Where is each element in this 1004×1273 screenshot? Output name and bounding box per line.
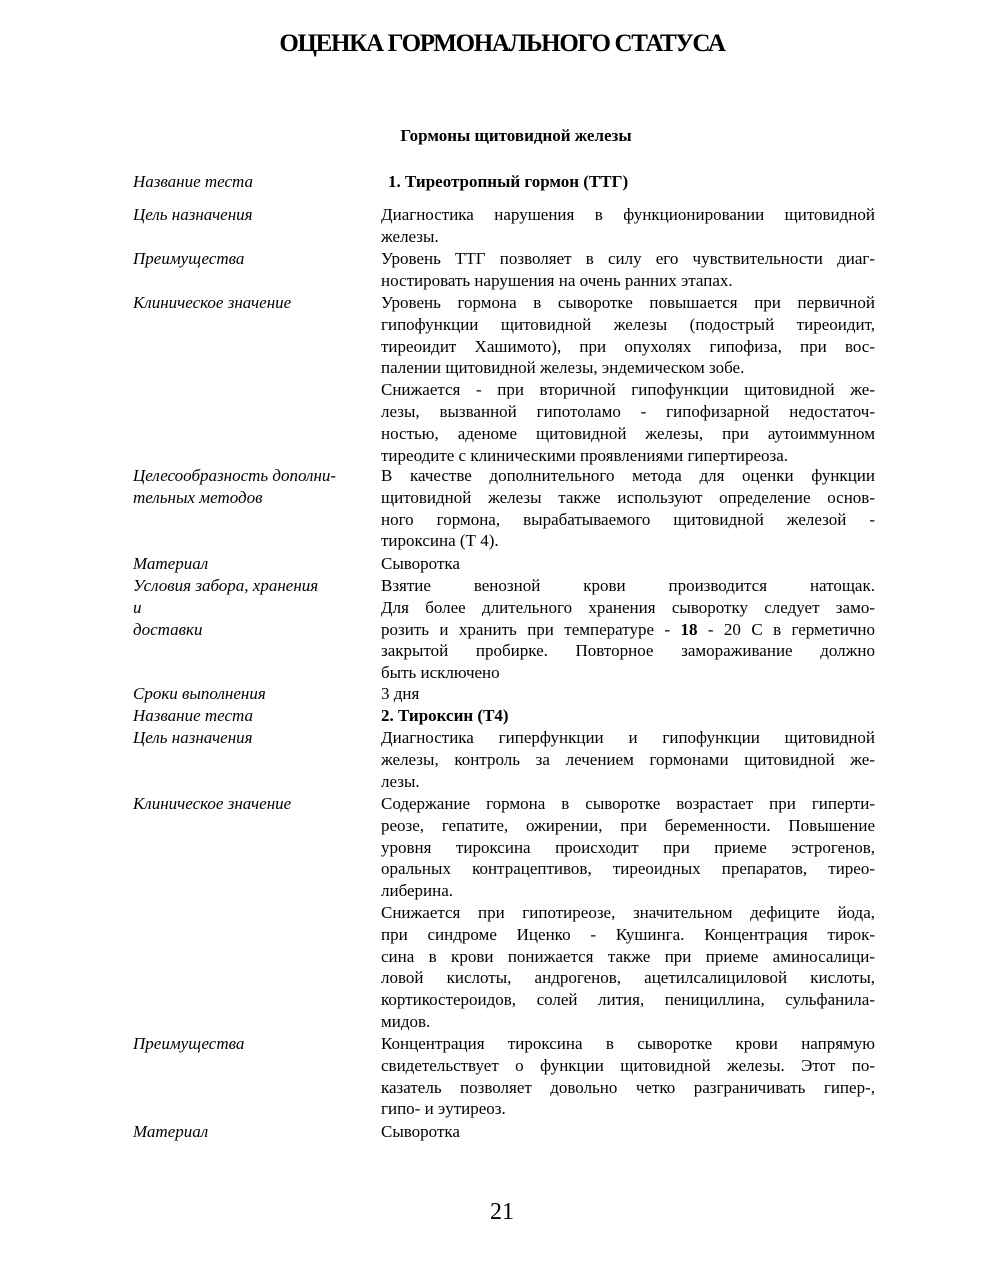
page-title: ОЦЕНКА ГОРМОНАЛЬНОГО СТАТУСА [279,30,725,57]
row-label: Клиническое значение [133,794,292,813]
value-line: казатель позволяет довольно четко разграничивать гипер-, [381,1077,875,1097]
value-line: свидетельствует о функции щитовидной железы. Этот по- [381,1055,875,1075]
row-value [381,1121,875,1143]
value-line: Взятие венозной крови производится натощак. [381,576,875,595]
value-line: ного гормона, вырабатываемого щитовидной железой - [381,509,875,529]
value-line: кортикостероидов, солей лития, пенициллина, сульфанила- [381,990,875,1010]
value-line: Снижается при гипотиреозе, значительном дефиците йода, [381,902,875,922]
row-label: Название теста [133,172,254,191]
value-line: Концентрация тироксина в сыворотке крови напрямую [381,1034,875,1053]
row-value [381,553,875,575]
row-value [381,793,875,1033]
value-line: лезы, вызванной гипотоламо - гипофизарной недостаточ- [381,401,875,421]
value-line: тиреодите с клиническими проявлениями гипертиреоза. [381,445,789,465]
value-line: закрытой пробирке. Повторное замораживание должно [381,641,875,661]
value-line: палении щитовидной железы, эндемическом зобе. [381,358,745,378]
row-value [381,465,875,552]
value-line: гипо- и эутиреоз. [381,1099,506,1119]
value-line: тироксина (Т 4). [381,531,499,551]
section-title: Гормоны щитовидной железы [400,126,632,145]
value-line: реозе, гепатите, ожирении, при беременности. Повышение [381,815,875,835]
row-value [381,727,875,792]
value-line: розить и хранить при температуре - 18 - 20 С в герметично [381,619,875,639]
value-line: ностью, аденоме щитовидной железы, при аутоиммунном [381,423,875,443]
row-value [381,683,875,705]
row-value [381,1033,875,1120]
value-line: тиреоидит Хашимото), при опухолях гипофиза, при вос- [381,336,875,356]
value-line: Диагностика нарушения в функционировании щитовидной [381,205,875,224]
value-line: 3 дня [381,684,420,703]
row-label: Материал [133,1122,209,1141]
value-line: железы, контроль за лечением гормонами щитовидной же- [381,749,875,769]
test-name [388,171,882,193]
row-label: Преимущества [133,249,245,268]
value-line: уровня тироксина происходит при приеме эстрогенов, [381,837,875,857]
value-line: железы. [381,226,439,246]
row-value [381,575,875,684]
row-label: Условия забора, хранения и доставки [133,576,319,639]
row-value [381,248,875,292]
value-line: 1. Тиреотропный гормон (ТТГ) [388,172,629,191]
value-line: мидов. [381,1011,431,1031]
value-line: Сыворотка [381,1122,460,1141]
row-label: Целесообразность дополни- тельных методов [133,466,337,507]
test-name [381,705,875,727]
value-line: быть исключено [381,663,500,683]
value-line: оральных контрацептивов, тиреоидных препаратов, тирео- [381,859,875,879]
row-label: Сроки выполнения [133,684,266,703]
value-line: Снижается - при вторичной гипофункции щитовидной же- [381,380,875,400]
value-line: гипофункции щитовидной железы (подострый тиреоидит, [381,314,875,334]
value-line: лезы. [381,771,420,791]
value-line: ловой кислоты, андрогенов, ацетилсалициловой кислоты, [381,968,875,988]
row-value [381,204,875,248]
value-line: ностировать нарушения на очень ранних этапах. [381,270,733,290]
row-label: Цель назначения [133,728,253,747]
row-label: Преимущества [133,1034,245,1053]
row-label: Название теста [133,706,254,725]
value-line: либерина. [381,881,454,901]
row-label: Материал [133,554,209,573]
row-value [381,292,875,466]
value-line: Сыворотка [381,554,460,573]
value-line: Для более длительного хранения сыворотку следует замо- [381,597,875,617]
row-label: Клиническое значение [133,293,292,312]
page-number: 21 [490,1199,514,1225]
value-line: Уровень гормона в сыворотке повышается при первичной [381,293,875,312]
value-line: В качестве дополнительного метода для оценки функции [381,466,875,485]
value-line: Содержание гормона в сыворотке возрастает при гиперти- [381,794,875,813]
row-label: Цель назначения [133,205,253,224]
value-line: щитовидной железы также используют определение основ- [381,487,875,507]
value-line: 2. Тироксин (Т4) [381,706,509,725]
value-line: Диагностика гиперфункции и гипофункции щитовидной [381,728,875,747]
value-line: сина в крови понижается также при приеме аминосалици- [381,946,875,966]
value-line: при синдроме Иценко - Кушинга. Концентрация тирок- [381,924,875,944]
value-line: Уровень ТТГ позволяет в силу его чувствительности диаг- [381,249,875,268]
